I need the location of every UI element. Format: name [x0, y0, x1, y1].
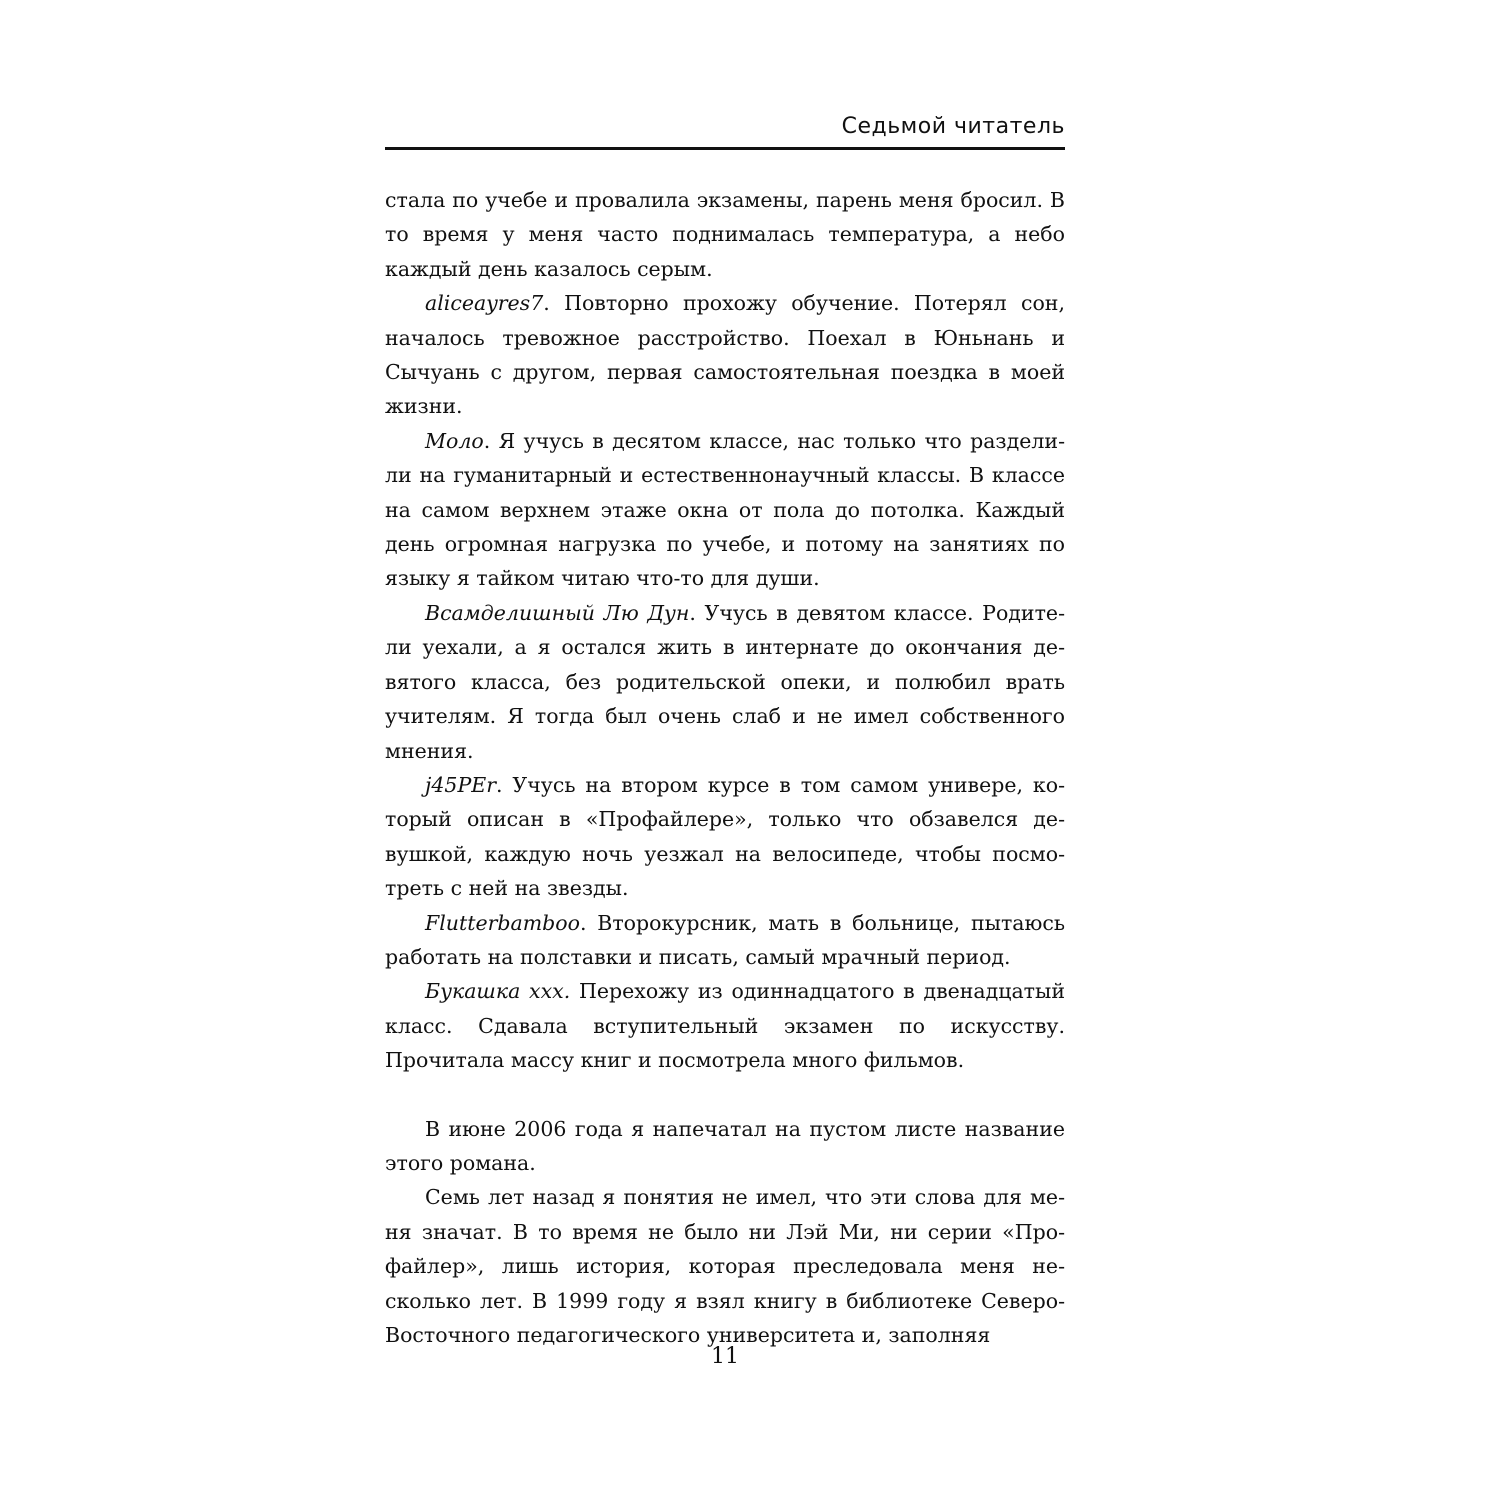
paragraph: [385, 906, 1065, 975]
section-break: [385, 1078, 1065, 1112]
paragraph-text: . Второкурсник, мать в больнице, пытаюсь работать на полставки и писать, самый мрачный период.: [385, 910, 1065, 969]
running-title: Седьмой читатель: [841, 114, 1065, 139]
paragraph-text: . Я учусь в десятом классе, нас только что разделили на гуманитарный и естественнонаучный классы. В классе на самом верхнем этаже окна от пола до потолка. Каждый день огромная нагрузка по учебе, и потому на занятиях по языку я тайком читаю что-то для души.: [385, 428, 1065, 591]
paragraph-text: Семь лет назад я понятия не имел, что эти слова для меня значат. В то время не было ни Лэй Ми, ни серии «Профайлер», лишь история, которая преследовала меня несколько лет. В 1999 году я взял книгу в библиотеке Северо-Восточного педагогического университета и, заполняя: [385, 1185, 1065, 1347]
paragraph: [385, 424, 1065, 596]
paragraph: [385, 1180, 1065, 1352]
body-text: [385, 183, 1065, 1352]
paragraph-text: . Учусь в девятом классе. Родители уехали, а я остался жить в интернате до окончания девятого класса, без родительской опеки, и полюбил врать учителям. Я тогда был очень слаб и не имел собственного мнения.: [385, 600, 1065, 763]
paragraph-text: . Учусь на втором курсе в том самом универе, который описан в «Профайлере», только что обзавелся девушкой, каждую ночь уезжал на велосипеде, чтобы посмотреть с ней на звезды.: [385, 772, 1065, 901]
paragraph-text: . Повторно прохожу обучение. Потерял сон, началось тревожное расстройство. Поехал в Юньнань и Сычуань с другом, первая самостоятельная поездка в моей жизни.: [385, 291, 1065, 419]
paragraph-text: В июне 2006 года я напечатал на пустом листе название этого романа.: [385, 1116, 1065, 1175]
paragraph: [385, 596, 1065, 768]
page-number: 11: [711, 1344, 739, 1369]
paragraph: [385, 183, 1065, 286]
reader-name: Букашка xxx.: [425, 979, 571, 1004]
paragraph-text: Перехожу из одиннадцатого в двенадцатый класс. Сдавала вступительный экзамен по искусству. Прочитала массу книг и посмотрела много фильмов.: [385, 979, 1065, 1073]
reader-name: j45PEr: [425, 772, 496, 797]
reader-name: Моло: [425, 428, 484, 453]
paragraph: [385, 768, 1065, 906]
reader-name: aliceayres7: [425, 291, 544, 316]
reader-name: Flutterbamboo: [425, 910, 580, 935]
paragraph: [385, 1112, 1065, 1181]
paragraph-text: стала по учебе и провалила экзамены, парень меня бросил. В то время у меня часто поднималась температура, а небо каждый день казалось серым.: [385, 188, 1065, 281]
reader-name: Всамделишный Лю Дун: [425, 600, 690, 625]
paragraph: [385, 974, 1065, 1077]
running-head: [385, 110, 1065, 150]
book-page: [385, 110, 1065, 1400]
paragraph: [385, 286, 1065, 424]
